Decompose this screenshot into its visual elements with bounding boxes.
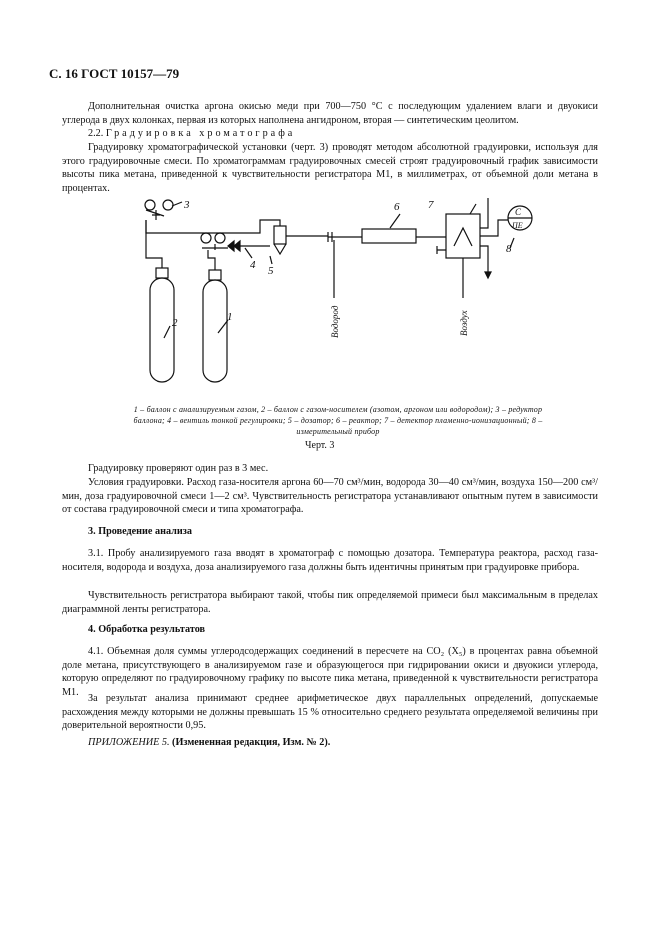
air-label: Воздух xyxy=(459,310,469,336)
paragraph-conditions: Условия градуировки. Расход газа-носителя аргона 60—70 см³/мин, водорода 30—40 см³/мин, воздуха 150—200 см³/мин, доза градуировочной смеси 1—2 см³. Чувствительность регистратора устанавливают опытным путем в зависимости от состава градуировочной смеси и типа хроматографа. xyxy=(62,477,598,516)
section-4-heading: 4. Обработка результатов xyxy=(88,624,206,635)
section-3-heading: 3. Проведение анализа xyxy=(88,526,192,537)
carrier-gas-line xyxy=(146,220,280,233)
paragraph-check: Градуировку проверяют один раз в 3 мес. xyxy=(88,463,269,474)
leader-6 xyxy=(390,214,400,228)
appendix-note xyxy=(88,737,330,748)
label-7: 7 xyxy=(428,199,434,211)
hydrogen-label: Водород xyxy=(330,305,340,338)
exhaust-up xyxy=(480,198,488,228)
section-2-2-number: 2.2. xyxy=(88,128,104,139)
appendix-change: (Измененная редакция, Изм. № 2). xyxy=(172,737,331,748)
figure-caption: 1 – баллон с анализируемым газом, 2 – баллон с газом-носителем (азотом, аргоном или водородом); 3 – редуктор баллона; 4 – вентиль тонкой регулировки; 5 – дозатор; 6 – реактор; 7 – детектор пламенно-ионизационный; 8 – измерительный прибор xyxy=(133,405,543,436)
label-2: 2 xyxy=(172,317,178,329)
reducer-1-body xyxy=(202,244,228,250)
reducer-1-gauge-b xyxy=(215,233,225,243)
paragraph-3-1: 3.1. Пробу анализируемого газа вводят в хроматограф с помощью дозатора. Температура реактора, расход газа-носителя, водорода и воздуха, доза анализируемого газа должны быть идентичны принятым при градуировке прибора. xyxy=(62,548,598,573)
recorder-label-pe: ПЕ xyxy=(512,221,523,230)
reducer-1-gauge-a xyxy=(201,233,211,243)
reducer-3-gauge-b xyxy=(163,200,173,210)
appendix-label: ПРИЛОЖЕНИЕ 5. xyxy=(88,737,170,748)
detector-7-igniter xyxy=(437,246,446,254)
detector-7-flame xyxy=(454,228,472,246)
section-2-2-title: Градуировка хроматографа xyxy=(105,128,296,139)
leader-7 xyxy=(470,204,476,214)
reducer-3-stem xyxy=(152,210,160,220)
exhaust-arrow xyxy=(485,272,491,278)
figure-label: Черт. 3 xyxy=(305,440,335,451)
leader-4 xyxy=(245,248,252,258)
paragraph-calibration: Градуировку хроматографической установки (черт. 3) проводят методом абсолютной градуировки, используя для этого градуировочные смеси. По хроматограммам градуировочных смесей строят градуировочный график зависимости высоты пика метана, приведенной к чувствительности регистратора М1, в миллиметрах, от объемной доли метана в процентах. xyxy=(62,142,598,194)
cylinder-1-neck xyxy=(209,270,221,280)
label-4: 4 xyxy=(250,259,256,271)
reactor-6 xyxy=(362,229,416,243)
exhaust-down xyxy=(480,246,488,272)
doser-5 xyxy=(274,226,286,244)
paragraph-4-1-b: За результат анализа принимают среднее арифметическое двух параллельных определений, допускаемые расхождения между которыми не должны превышать 15 % относительно среднего результата определяемой величины при доверительной вероятности 0,95. xyxy=(62,693,598,732)
label-6: 6 xyxy=(394,201,400,213)
cylinder-2 xyxy=(150,278,174,382)
label-5: 5 xyxy=(268,265,274,277)
fine-valve-4 xyxy=(228,241,240,251)
leader-5 xyxy=(270,256,272,264)
doser-5-funnel xyxy=(274,244,286,254)
recorder-label-c: С xyxy=(515,207,522,217)
pipe-cylinder-1 xyxy=(208,250,215,270)
page-header: С. 16 ГОСТ 10157—79 xyxy=(49,66,180,81)
reducer-3-gauge-a xyxy=(145,200,155,210)
label-8: 8 xyxy=(506,243,512,255)
paragraph-intro: Дополнительная очистка аргона окисью меди при 700—750 °С с последующим удалением влаги и двуокиси углерода в двух колонках, первая из которых наполнена ангидроном, вторая — синтетическим цеолитом. xyxy=(62,101,598,126)
cylinder-2-neck xyxy=(156,268,168,278)
label-1: 1 xyxy=(227,311,233,323)
calibration-setup-diagram xyxy=(110,188,570,388)
detector-7 xyxy=(446,214,480,258)
leader-2 xyxy=(164,326,170,338)
paragraph-4-1: 4.1. Объемная доля суммы углеродсодержащих соединений в пересчете на СО₂ (Х₅) в процентах равна объемной доле метана, присутствующего в анализируемом газе и образующегося при гидрировании окиси и двуокиси углерода, которую определяют по градуировочному графику по высоте пика метана, приведенной к чувствительности регистратора М1. xyxy=(62,646,598,698)
section-2-2-heading xyxy=(62,127,598,141)
paragraph-3-1-b: Чувствительность регистратора выбирают такой, чтобы пик определяемой примеси был максимальным в пределах диаграммной ленты регистратора. xyxy=(62,590,598,615)
cylinder-1 xyxy=(203,280,227,382)
pipe-cylinder-2 xyxy=(146,220,162,268)
label-3: 3 xyxy=(184,199,190,211)
